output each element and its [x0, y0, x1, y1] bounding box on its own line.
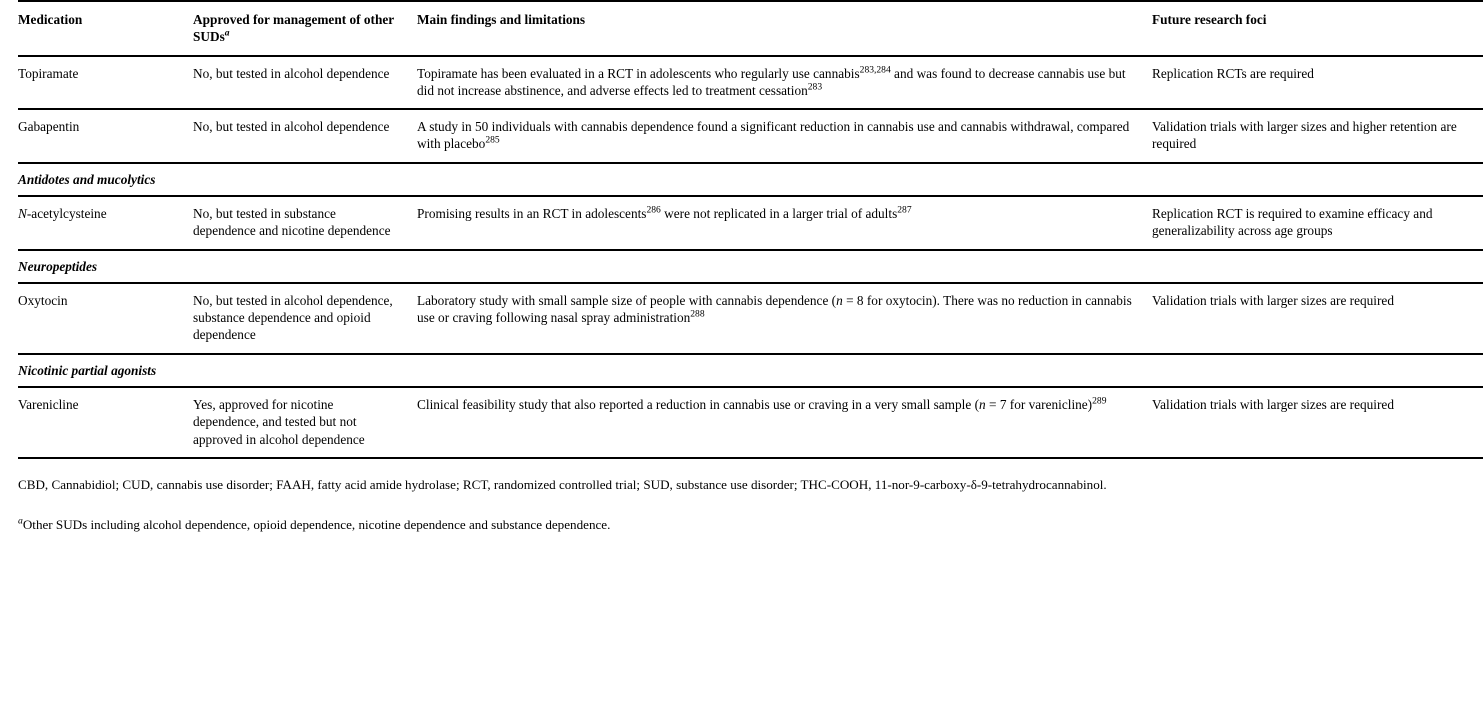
footnote-marker-a: a [18, 516, 23, 527]
findings-text-part2: and was found to decrease cannabis use but did not increase abstinence, and adverse effects led to treatment cessation [417, 65, 1126, 98]
section-header-neuropeptides [18, 250, 1483, 283]
table-section-header-row [18, 250, 1483, 283]
table-footnotes [18, 476, 1468, 535]
cell-approved [193, 196, 417, 250]
medication-name: Varenicline [18, 396, 79, 412]
reference-superscript: 289 [1092, 395, 1107, 407]
column-header-findings-label: Main findings and limitations [417, 12, 586, 27]
column-header-future [1152, 1, 1483, 56]
medication-name: Oxytocin [18, 292, 68, 308]
medication-research-table [18, 0, 1483, 459]
findings-text-part1: A study in 50 individuals with cannabis dependence found a significant reduction in cannabis use and cannabis withdrawal, compared with placebo [417, 119, 1130, 152]
column-header-medication-label: Medication [18, 12, 83, 27]
table-section-header-row [18, 354, 1483, 387]
section-header-label: Antidotes and mucolytics [18, 171, 156, 187]
cell-findings [417, 196, 1152, 250]
findings-text-part1: Promising results in an RCT in adolescents [417, 205, 647, 221]
table-row [18, 283, 1483, 354]
cell-medication [18, 196, 193, 250]
cell-approved [193, 56, 417, 110]
cell-medication [18, 109, 193, 163]
reference-superscript: 283,284 [859, 64, 891, 76]
cell-approved [193, 283, 417, 354]
approved-text: Yes, approved for nicotine dependence, and tested but not approved in alcohol dependence [193, 396, 365, 447]
cell-future [1152, 283, 1483, 354]
table-row [18, 109, 1483, 163]
column-header-approved [193, 1, 417, 56]
cell-future [1152, 56, 1483, 110]
reference-superscript: 283 [807, 81, 823, 93]
sample-size-symbol: n [836, 292, 843, 308]
future-text: Replication RCTs are required [1152, 65, 1314, 81]
reference-superscript: 287 [897, 204, 912, 216]
approved-text: No, but tested in alcohol dependence [193, 65, 390, 81]
footnote-a-text: Other SUDs including alcohol dependence, opioid dependence, nicotine dependence and substance dependence. [22, 517, 611, 533]
column-header-future-label: Future research foci [1152, 12, 1267, 27]
cell-future [1152, 196, 1483, 250]
section-header-label: Nicotinic partial agonists [18, 362, 157, 378]
cell-approved [193, 387, 417, 458]
table-row [18, 56, 1483, 110]
footnote-a [18, 516, 1468, 535]
cell-findings [417, 283, 1152, 354]
footnote-abbreviations: CBD, Cannabidiol; CUD, cannabis use disorder; FAAH, fatty acid amide hydrolase; RCT, randomized controlled trial; SUD, substance use disorder; THC-COOH, 11-nor-9-carboxy-δ-9-tetrahydrocannabinol. [18, 476, 1107, 492]
findings-text-part2: = 7 for varenicline) [985, 396, 1093, 412]
section-header-nicotinic [18, 354, 1483, 387]
table-header [18, 1, 1483, 56]
cell-approved [193, 109, 417, 163]
future-text: Replication RCT is required to examine efficacy and generalizability across age groups [1152, 205, 1433, 239]
findings-text-part1: Topiramate has been evaluated in a RCT in adolescents who regularly use cannabis [417, 65, 860, 81]
table-body [18, 56, 1483, 458]
header-row [18, 1, 1483, 56]
approved-text: No, but tested in alcohol dependence, substance dependence and opioid dependence [193, 292, 393, 343]
approved-text: No, but tested in alcohol dependence [193, 119, 390, 135]
findings-text-part1: Laboratory study with small sample size of people with cannabis dependence ( [417, 292, 837, 308]
medication-name: -acetylcysteine [26, 205, 107, 221]
table-row [18, 387, 1483, 458]
column-header-medication [18, 1, 193, 56]
sample-size-symbol: n [979, 396, 986, 412]
future-text: Validation trials with larger sizes and higher retention are required [1152, 119, 1457, 152]
column-header-findings [417, 1, 1152, 56]
cell-medication [18, 387, 193, 458]
future-text: Validation trials with larger sizes are required [1152, 396, 1394, 412]
cell-medication [18, 56, 193, 110]
header-footnote-marker-a: a [224, 27, 230, 39]
approved-text: No, but tested in substance dependence and nicotine dependence [193, 205, 391, 239]
future-text: Validation trials with larger sizes are required [1152, 292, 1394, 308]
findings-text-part2: were not replicated in a larger trial of adults [660, 205, 898, 221]
table-section-header-row [18, 163, 1483, 196]
cell-future [1152, 387, 1483, 458]
reference-superscript: 286 [646, 204, 661, 216]
cell-medication [18, 283, 193, 354]
section-header-label: Neuropeptides [18, 258, 98, 274]
reference-superscript: 288 [690, 308, 705, 320]
column-header-approved-label: Approved for management of other SUDs [193, 12, 394, 45]
medication-name: Topiramate [18, 65, 79, 81]
reference-superscript: 285 [485, 134, 500, 146]
cell-findings [417, 56, 1152, 110]
medication-name-italic-prefix: N [18, 205, 27, 221]
medication-name: Gabapentin [18, 119, 80, 135]
cell-findings [417, 109, 1152, 163]
table-row [18, 196, 1483, 250]
findings-text-part2: = 8 for oxytocin). There was no reduction in cannabis use or craving following nasal spray administration [417, 292, 1132, 326]
cell-findings [417, 387, 1152, 458]
cell-future [1152, 109, 1483, 163]
section-header-antidotes [18, 163, 1483, 196]
findings-text-part1: Clinical feasibility study that also reported a reduction in cannabis use or craving in a very small sample ( [417, 396, 980, 412]
